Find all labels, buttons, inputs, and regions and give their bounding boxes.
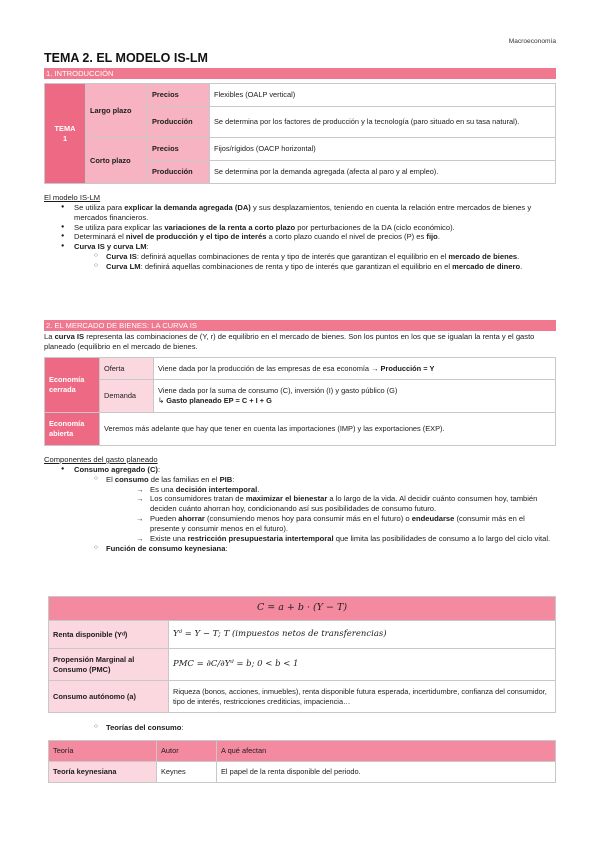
page-title: TEMA 2. EL MODELO IS-LM bbox=[44, 51, 208, 65]
oferta-value: Viene dada por la producción de las empresas de esa economía → Producción = Y bbox=[154, 358, 556, 380]
table-row bbox=[49, 762, 556, 783]
list-item: ○ Teorías del consumo: bbox=[44, 723, 556, 733]
autonomo-value: Riqueza (bonos, acciones, inmuebles), renta disponible futura esperada, incertidumbre, confianza del consumidor, tipo de interés, restricciones crediticias, impaciencia… bbox=[169, 681, 556, 713]
oferta-label: Oferta bbox=[100, 358, 154, 380]
section-bar-introduccion: 1. INTRODUCCIÓN bbox=[44, 68, 556, 79]
consumo-formula: C = a + b · (Y − T) bbox=[49, 597, 556, 621]
corto-plazo-cell: Corto plazo bbox=[86, 138, 148, 184]
componentes-block bbox=[44, 455, 556, 554]
autor-cell: Keynes bbox=[157, 762, 217, 783]
lp-produccion-label: Producción bbox=[148, 107, 210, 138]
economia-table bbox=[44, 357, 556, 446]
abierta-value: Veremos más adelante que hay que tener en cuenta las importaciones (IMP) y las exportaciones (EXP). bbox=[100, 413, 556, 446]
teoria-cell: Teoría keynesiana bbox=[49, 762, 157, 783]
islm-block bbox=[44, 193, 556, 272]
componentes-heading: Componentes del gasto planeado bbox=[44, 455, 158, 464]
list-item: → Los consumidores tratan de maximizar el bienestar a lo largo de la vida. Al decidir cuánto consumen hoy, también deciden cuánto ahorran hoy, condicionando así sus posibilidades de consumo futuro. bbox=[44, 494, 556, 514]
renta-label: Renta disponible (Yᵈ) bbox=[49, 621, 169, 649]
intro-table bbox=[44, 83, 556, 184]
list-item: → Pueden ahorrar (consumiendo menos hoy para consumir más en el futuro) o endeudarse (consumir más en el presente y consumir menos en el futuro). bbox=[44, 514, 556, 534]
list-item: ○ El consumo de las familias en el PIB: bbox=[44, 475, 556, 485]
demanda-value: Viene dada por la suma de consumo (C), inversión (I) y gasto público (G) ↳ Gasto planeado EP = C + I + G bbox=[154, 380, 556, 413]
lp-precios-label: Precios bbox=[148, 84, 210, 107]
list-item: ○ Curva LM: definirá aquellas combinaciones de renta y tipo de interés que garantizan el equilibrio en el mercado de dinero. bbox=[44, 262, 556, 272]
tema-cell: TEMA 1 bbox=[45, 84, 86, 184]
teorias-col-teoria: Teoría bbox=[49, 741, 157, 762]
list-item: → Existe una restricción presupuestaria intertemporal que limita las posibilidades de consumo a lo largo del ciclo vital. bbox=[44, 534, 556, 544]
list-item: → Es una decisión intertemporal. bbox=[44, 485, 556, 495]
page bbox=[44, 0, 556, 848]
economia-cerrada-cell: Economía cerrada bbox=[45, 358, 100, 413]
teorias-table bbox=[48, 740, 556, 783]
list-item: ● Determinará el nivel de producción y el tipo de interés a corto plazo cuando el nivel de precios (P) es fijo. bbox=[44, 232, 556, 242]
list-item: ● Curva IS y curva LM: bbox=[44, 242, 556, 252]
autonomo-label: Consumo autónomo (a) bbox=[49, 681, 169, 713]
running-header: Macroeconomía bbox=[508, 38, 556, 45]
cp-precios-label: Precios bbox=[148, 138, 210, 161]
lp-produccion-value: Se determina por los factores de producción y la tecnología (paro situado en su tasa natural). bbox=[210, 107, 556, 138]
islm-heading: El modelo IS-LM bbox=[44, 193, 101, 202]
teorias-block bbox=[44, 723, 556, 733]
afecta-cell: El papel de la renta disponible del periodo. bbox=[217, 762, 556, 783]
list-item: ○ Función de consumo keynesiana: bbox=[44, 544, 556, 554]
cp-produccion-label: Producción bbox=[148, 161, 210, 184]
pmc-eq: PMC = ∂C/∂Yᵈ = b; 0 < b < 1 bbox=[169, 649, 556, 681]
lp-precios-value: Flexibles (OALP vertical) bbox=[210, 84, 556, 107]
section-bar-mercado-bienes: 2. EL MERCADO DE BIENES: LA CURVA IS bbox=[44, 320, 556, 331]
keynes-table bbox=[48, 596, 556, 713]
list-item: ● Consumo agregado (C): bbox=[44, 465, 556, 475]
renta-eq: Yᵈ = Y − T; T (impuestos netos de transferencias) bbox=[169, 621, 556, 649]
list-item: ○ Curva IS: definirá aquellas combinaciones de renta y tipo de interés que garantizan el equilibrio en el mercado de bienes. bbox=[44, 252, 556, 262]
economia-abierta-cell: Economía abierta bbox=[45, 413, 100, 446]
cp-produccion-value: Se determina por la demanda agregada (afecta al paro y al empleo). bbox=[210, 161, 556, 184]
curva-is-paragraph: La curva IS representa las combinaciones de (Y, r) de equilibrio en el mercado de bienes. Son los puntos en los que se igualan la renta y el gasto planeado (equilibrio en el mercado de bienes. bbox=[44, 332, 535, 351]
demanda-label: Demanda bbox=[100, 380, 154, 413]
list-item: ● Se utiliza para explicar la demanda agregada (DA) y sus desplazamientos, teniendo en cuenta la relación entre mercados de bienes y mercados financieros. bbox=[44, 203, 556, 223]
teorias-col-afecta: A qué afectan bbox=[217, 741, 556, 762]
list-item: ● Se utiliza para explicar las variaciones de la renta a corto plazo por perturbaciones de la DA (ciclo económico). bbox=[44, 223, 556, 233]
cp-precios-value: Fijos/rígidos (OACP horizontal) bbox=[210, 138, 556, 161]
teorias-col-autor: Autor bbox=[157, 741, 217, 762]
largo-plazo-cell: Largo plazo bbox=[86, 84, 148, 138]
pmc-label: Propensión Marginal al Consumo (PMC) bbox=[49, 649, 169, 681]
